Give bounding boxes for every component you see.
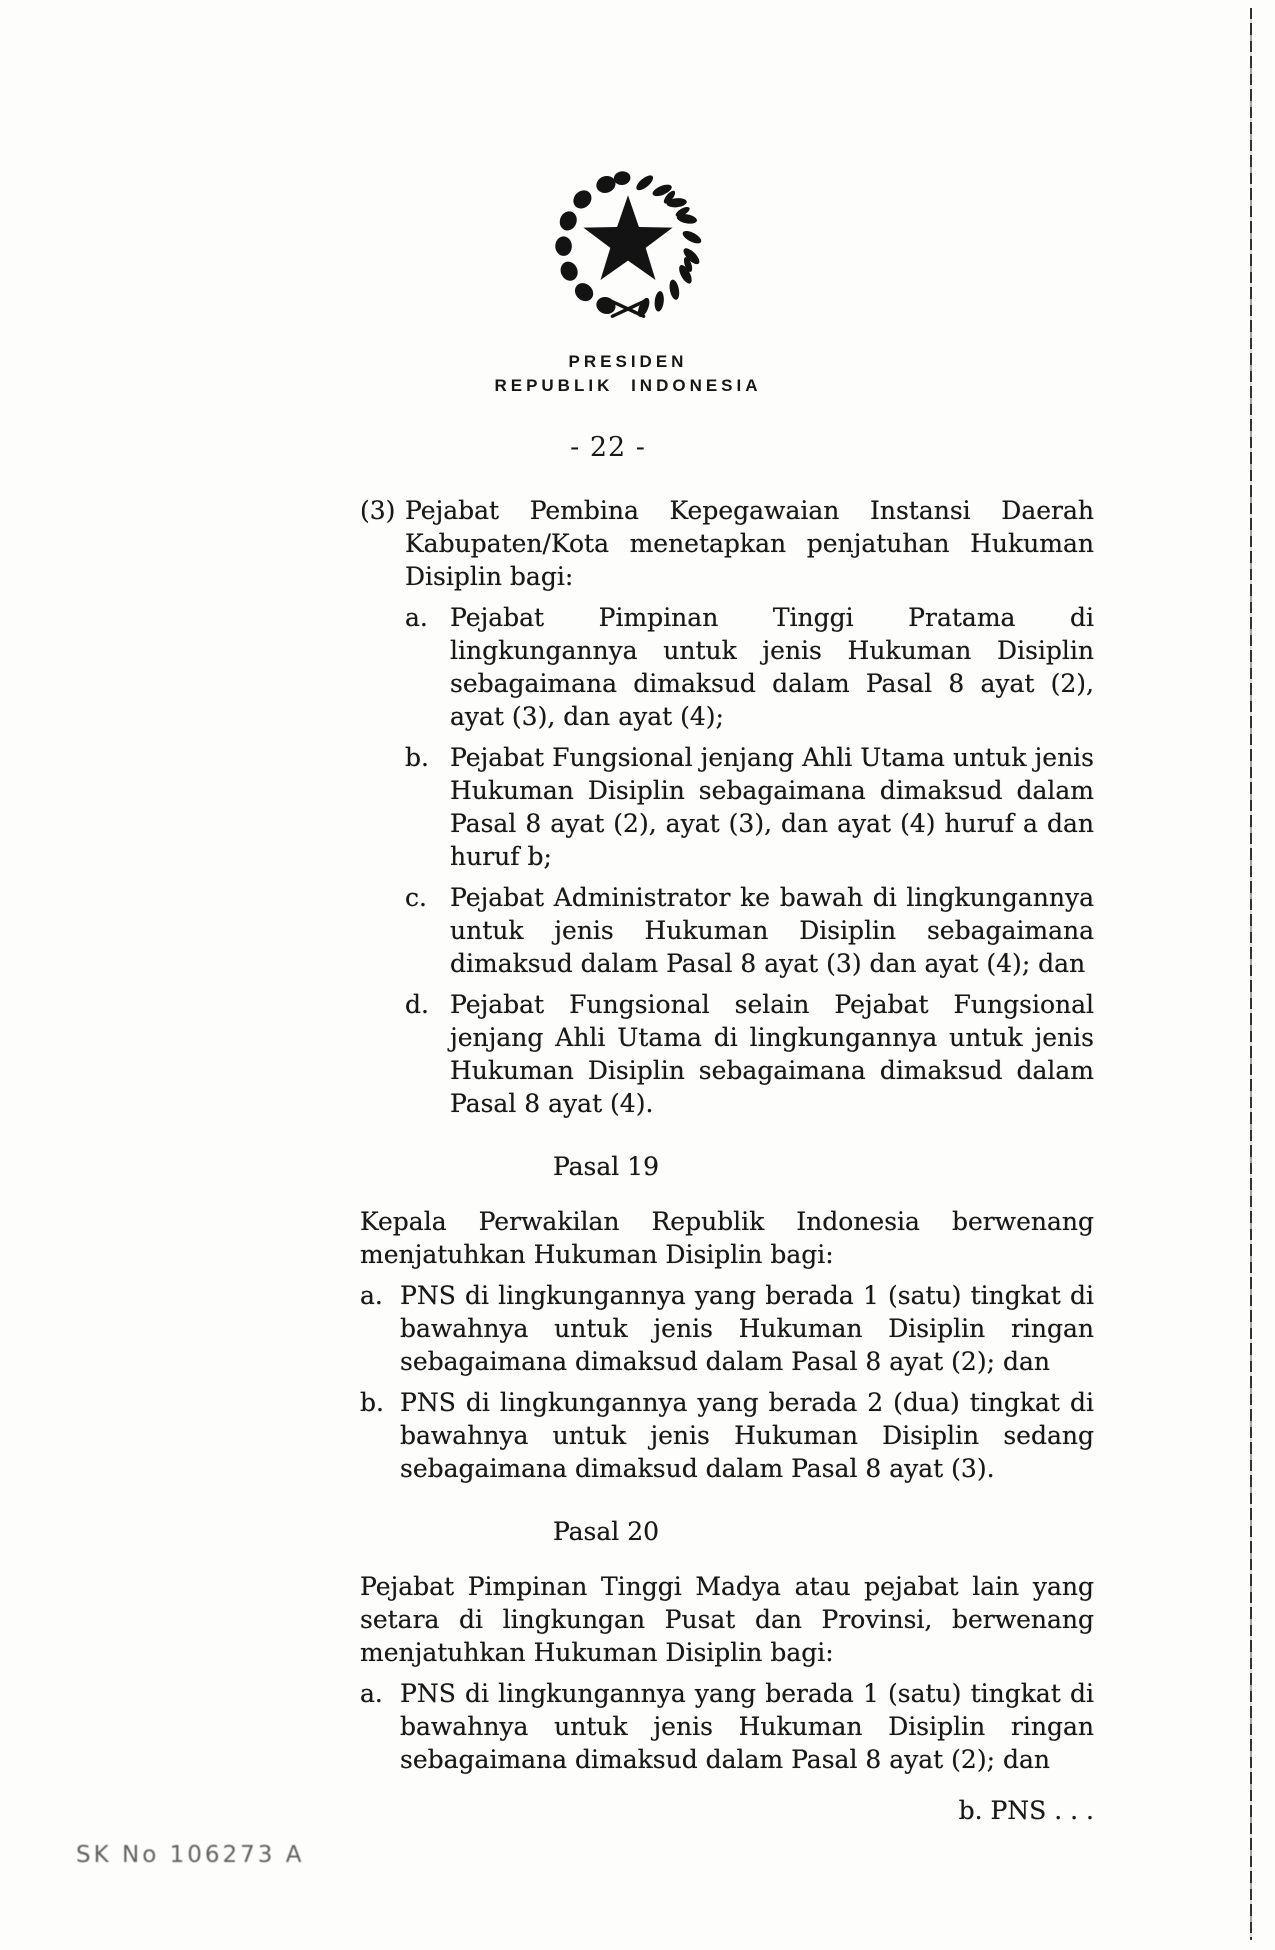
item-text: PNS di lingkungannya yang berada 1 (satu) tingkat di bawahnya untuk jenis Hukuman Disiplin ringan sebagaimana dimaksud dalam Pasal 8 ayat (2); dan bbox=[400, 1679, 1094, 1774]
item-marker: a. bbox=[360, 1679, 383, 1708]
pasal-20-item-list bbox=[360, 1677, 1094, 1776]
ayat-3-item-list bbox=[405, 601, 1094, 1120]
pasal-19-heading: Pasal 19 bbox=[552, 1152, 660, 1181]
list-item bbox=[360, 1279, 1094, 1378]
item-text: PNS di lingkungannya yang berada 1 (satu) tingkat di bawahnya untuk jenis Hukuman Disiplin ringan sebagaimana dimaksud dalam Pasal 8 ayat (2); dan bbox=[400, 1281, 1094, 1376]
ayat-3-paragraph bbox=[360, 494, 1094, 593]
list-item bbox=[405, 881, 1094, 980]
pasal-20-intro: Pejabat Pimpinan Tinggi Madya atau pejabat lain yang setara di lingkungan Pusat dan Provinsi, berwenang menjatuhkan Hukuman Disiplin bagi: bbox=[360, 1572, 1094, 1667]
item-marker: c. bbox=[405, 883, 427, 912]
letterhead-republik-indonesia: REPUBLIK INDONESIA bbox=[494, 376, 762, 395]
item-text: Pejabat Fungsional jenjang Ahli Utama untuk jenis Hukuman Disiplin sebagaimana dimaksud dalam Pasal 8 ayat (2), ayat (3), dan ayat (4) huruf a dan huruf b; bbox=[450, 743, 1094, 871]
item-marker: a. bbox=[405, 603, 428, 632]
document-serial-code: SK No 106273 A bbox=[76, 1842, 305, 1868]
list-item bbox=[360, 1677, 1094, 1776]
list-item bbox=[405, 988, 1094, 1120]
ayat-3-marker: (3) bbox=[360, 496, 396, 525]
list-item bbox=[360, 1386, 1094, 1485]
page-number: - 22 - bbox=[570, 432, 646, 463]
item-marker: d. bbox=[405, 990, 429, 1019]
item-marker: a. bbox=[360, 1281, 383, 1310]
item-marker: b. bbox=[405, 743, 429, 772]
list-item bbox=[405, 601, 1094, 733]
ayat-3-text: Pejabat Pembina Kepegawaian Instansi Daerah Kabupaten/Kota menetapkan penjatuhan Hukuman Disiplin bagi: bbox=[405, 496, 1094, 591]
item-text: Pejabat Pimpinan Tinggi Pratama di lingkungannya untuk jenis Hukuman Disiplin sebagaimana dimaksud dalam Pasal 8 ayat (2), ayat (3), dan ayat (4); bbox=[450, 603, 1094, 731]
scan-edge-artifact-line bbox=[1250, 8, 1252, 1940]
list-item bbox=[405, 741, 1094, 873]
document-body bbox=[360, 494, 1094, 1827]
pasal-19-intro: Kepala Perwakilan Republik Indonesia berwenang menjatuhkan Hukuman Disiplin bagi: bbox=[360, 1207, 1094, 1269]
item-text: Pejabat Administrator ke bawah di lingkungannya untuk jenis Hukuman Disiplin sebagaimana dimaksud dalam Pasal 8 ayat (3) dan ayat (4); dan bbox=[450, 883, 1094, 978]
pasal-20-heading: Pasal 20 bbox=[552, 1517, 660, 1546]
item-text: PNS di lingkungannya yang berada 2 (dua) tingkat di bawahnya untuk jenis Hukuman Disiplin sedang sebagaimana dimaksud dalam Pasal 8 ayat (3). bbox=[400, 1388, 1094, 1483]
presidential-star-wreath-emblem-icon bbox=[546, 160, 710, 330]
item-marker: b. bbox=[360, 1388, 384, 1417]
catchword-next-page: b. PNS . . . bbox=[958, 1796, 1094, 1825]
pasal-19-item-list bbox=[360, 1279, 1094, 1485]
item-text: Pejabat Fungsional selain Pejabat Fungsional jenjang Ahli Utama di lingkungannya untuk jenis Hukuman Disiplin sebagaimana dimaksud dalam Pasal 8 ayat (4). bbox=[450, 990, 1094, 1118]
letterhead-presiden: PRESIDEN bbox=[568, 352, 688, 371]
